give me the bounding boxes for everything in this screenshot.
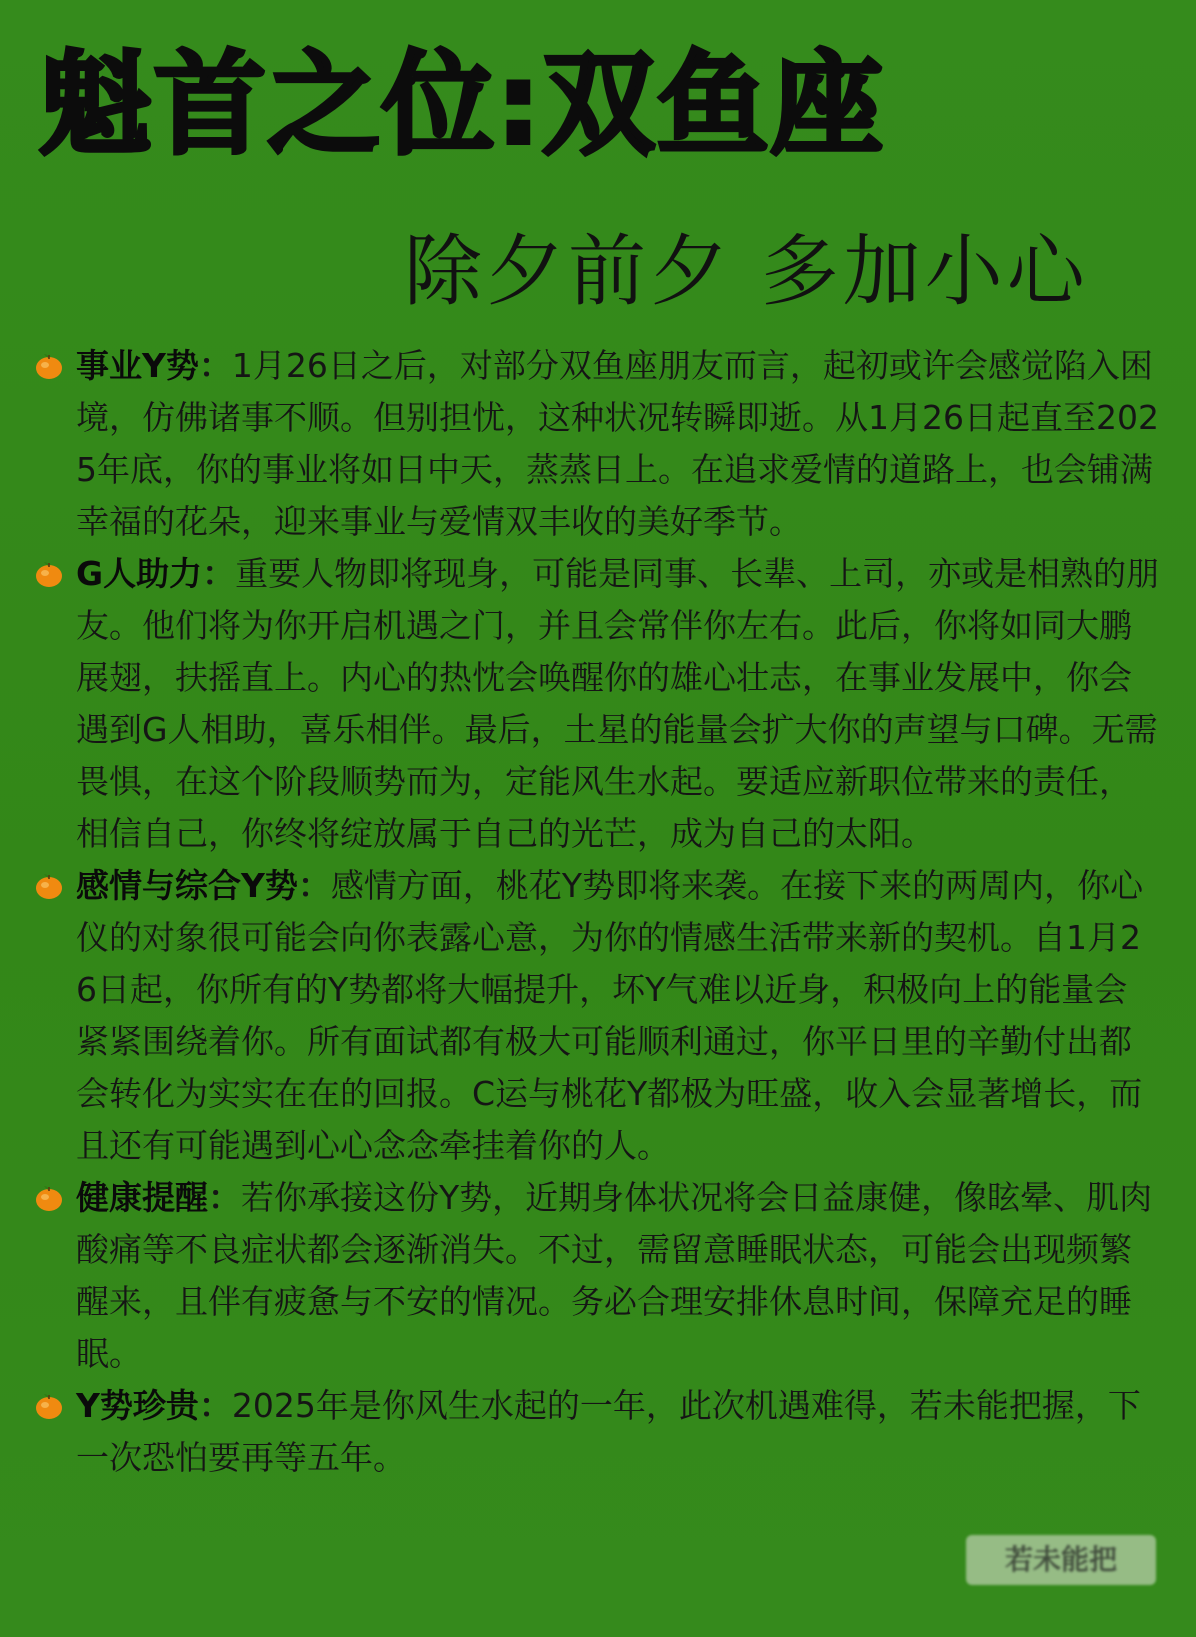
section-text: 感情方面，桃花Y势即将来袭。在接下来的两周内，你心仪的对象很可能会向你表露心意，为你的情感生活带来新的契机。自1月26日起，你所有的Y势都将大幅提升，坏Y气难以近身，积极向上的能量会紧紧围绕着你。所有面试都有极大可能顺利通过，你平日里的辛勤付出都会转化为实实在在的回报。C运与桃花Y都极为旺盛，收入会显著增长，而且还有可能遇到心心念念牵挂着你的人。 (76, 866, 1144, 1165)
section-career (34, 340, 1160, 548)
section-label: 事业Y势 (76, 346, 199, 385)
content (34, 340, 1160, 1484)
section-helper (34, 548, 1160, 860)
page-subtitle: 除夕前夕 多加小心 (404, 227, 1089, 317)
section-label: 感情与综合Y势 (76, 866, 298, 905)
section-text: 2025年是你风生水起的一年，此次机遇难得，若未能把握，下一次恐怕要再等五年。 (76, 1386, 1141, 1477)
section-separator: ： (198, 1386, 232, 1425)
section-label: 健康提醒 (76, 1178, 208, 1217)
orange-icon (34, 1184, 64, 1212)
section-label: G人助力 (76, 554, 203, 593)
section-label: Y势珍贵 (76, 1386, 199, 1425)
section-separator: ： (198, 346, 232, 385)
section-separator: ： (202, 554, 236, 593)
section-separator: ： (208, 1178, 241, 1217)
section-health (34, 1172, 1160, 1380)
orange-icon (34, 352, 64, 380)
section-separator: ： (297, 866, 331, 905)
section-text: 重要人物即将现身，可能是同事、长辈、上司，亦或是相熟的朋友。他们将为你开启机遇之门，并且会常伴你左右。此后，你将如同大鹏展翅，扶摇直上。内心的热忱会唤醒你的雄心壮志，在事业发展中，你会遇到G人相助，喜乐相伴。最后，土星的能量会扩大你的声望与口碑。无需畏惧，在这个阶段顺势而为，定能风生水起。要适应新职位带来的责任，相信自己，你终将绽放属于自己的光芒，成为自己的太阳。 (76, 554, 1160, 853)
section-love (34, 860, 1160, 1172)
section-text: 若你承接这份Y势，近期身体状况将会日益康健，像眩晕、肌肉酸痛等不良症状都会逐渐消失。不过，需留意睡眠状态，可能会出现频繁醒来，且伴有疲惫与不安的情况。务必合理安排休息时间，保障充足的睡眠。 (76, 1178, 1153, 1373)
section-text: 1月26日之后，对部分双鱼座朋友而言，起初或许会感觉陷入困境，仿佛诸事不顺。但别担忧，这种状况转瞬即逝。从1月26日起直至2025年底，你的事业将如日中天，蒸蒸日上。在追求爱情的道路上，也会铺满幸福的花朵，迎来事业与爱情双丰收的美好季节。 (76, 346, 1159, 541)
section-precious (34, 1380, 1160, 1484)
orange-icon (34, 560, 64, 588)
page-title: 魁首之位:双鱼座 (40, 40, 885, 170)
orange-icon (34, 872, 64, 900)
watermark: 若未能把 (966, 1535, 1156, 1585)
orange-icon (34, 1392, 64, 1420)
